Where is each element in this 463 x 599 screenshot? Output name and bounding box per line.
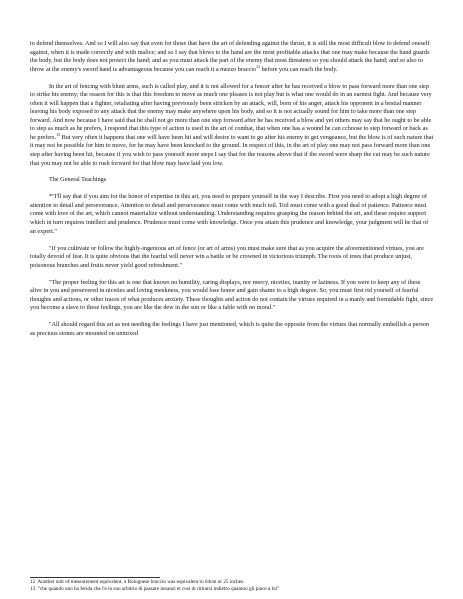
footnote-divider bbox=[30, 577, 160, 578]
paragraph-2-text: In the art of fencing with blunt arms, such is called play, and it is not allowed for a fencer after he has received a blow to pass forward more than one step to strike his enemy; the reason for this is that this freedom to move as much one pleases is not play but is what one would do in an earnest fight. And because very often it will happen that a fighter, retaliating after having previously been stricken by an attack, will, born of his anger, attack his opponent in a bestial manner leaving his body exposed to any attack that the enemy may make anywhere upon his body, and so it is not actually sound for him to take more than one step forward. And now because I have said that he shall not go more than one step forward after he has received a blow and yet others may say that he ought to be able to step as much as he prefers, I respond that this type of action is used in the art of combat, that when one has a wound he can cchoose to step forward or back as he prefers. bbox=[30, 82, 432, 141]
paragraph-5: "The proper feeling for this art is one that knows no humility, caring displays, nor mercy, niceties, inanity or laziness. If you were to keep any of these alive in you and persevered in niceties and loving meekness, you would lose honor and gain shame to a high degree. So, you must first rid yourself of fearful thoughts and actions, or other traces of what produces anxiety. These thoughts and action do not contain the virtues required in a manly and formidable fight, since you become a slave to these feelings, you are like the dew in the sun or like a fable with no moral." bbox=[30, 278, 434, 312]
paragraph-2 bbox=[30, 83, 434, 168]
footnote-text: "che quando uno ha ferida che l'e in suo arbitrio di passare innanzi et cosi di ritirarsi indietro quantoo gli piace a lui" bbox=[37, 586, 280, 592]
paragraph-6: "All should regard this art as not needing the feelings I have just mentioned, which is quite the opposite from the virtues that normally embellish a person as precious stones are mounted on unmixed bbox=[30, 321, 430, 337]
footnote-ref-13: 13 bbox=[56, 131, 61, 137]
footnote-number: 12 bbox=[30, 579, 36, 585]
footnote-text: Another unit of measurement equivalent, a Bolognese braccio was equivalent to 64cm or 25 inches. bbox=[37, 579, 245, 585]
paragraph-1 bbox=[30, 40, 434, 74]
paragraph-4: "If you cultivate or follow the highly-ingenious art of fence (or art of arms) you must make sure that as you acquire the aforementioned virtues, you are totally devoid of fear. It is quite obvious that the fearful will never win a battle or be crowned in victorious triumph. The roots of trees that produce unjust, poisonous branches and fruits never yield good refreshment." bbox=[30, 244, 424, 269]
footnote-13 bbox=[30, 586, 440, 593]
paragraph-1-tail: before you can reach the body. bbox=[260, 65, 338, 73]
footnote-ref-12: 12 bbox=[256, 63, 261, 69]
paragraph-2-tail: But very often it happens that one will have been hit and will desire to want to go after his enemy to get vengeance, but the blow is of such nature that it may not be possible for him to move, for he may have been knocked to the ground. In respect of this, in the art of play one may not pass forward more than one step after having been hit, because if you wish to pass yourself more steps I say that for the reasons above that if the sword were sharp the cut may be such nature that you may not be able to rush forward for that blow may have laid you low. bbox=[30, 133, 434, 167]
paragraph-3: *"I'll say that if you aim for the honor of expertise in this art, you need to prepare yourself in the way I describe. First you need to adopt a high degree of attention to detail and perseverance. Attention to detail and perseverance must come with much toil. Toil must come with a good deal of patience. Patience must come with love of the art, which cannot materialize without understanding. Understanding requires grasping the reason behind the art, and these require support which in turn requires intellect and prudence. Prudence must come with knowledge. Once you attain this prudence and knowledge, your judgment will be that of an expert." bbox=[30, 193, 429, 235]
footnote-12 bbox=[30, 579, 440, 586]
paragraph-1-text: to defend themselves. And so I will also say that even for those that have the art of defending against the thrust, it is still the most difficult blow to defend oneself against, when it is made correctly and with malice; and so I say that blows to the hand are the most profitable attacks that one may make because the hand guards the body, but the body does not protect the hand; and as you must attack the part of the enemy that most threatens so you should attack the hand; and so also to throw at the enemy's sword hand is advantageous because you can reach it a mezzo braccio bbox=[30, 40, 430, 73]
footnotes bbox=[30, 579, 440, 593]
section-heading: The General Teachings bbox=[49, 176, 107, 184]
body-text bbox=[30, 40, 434, 347]
footnote-number: 13 bbox=[30, 586, 36, 592]
